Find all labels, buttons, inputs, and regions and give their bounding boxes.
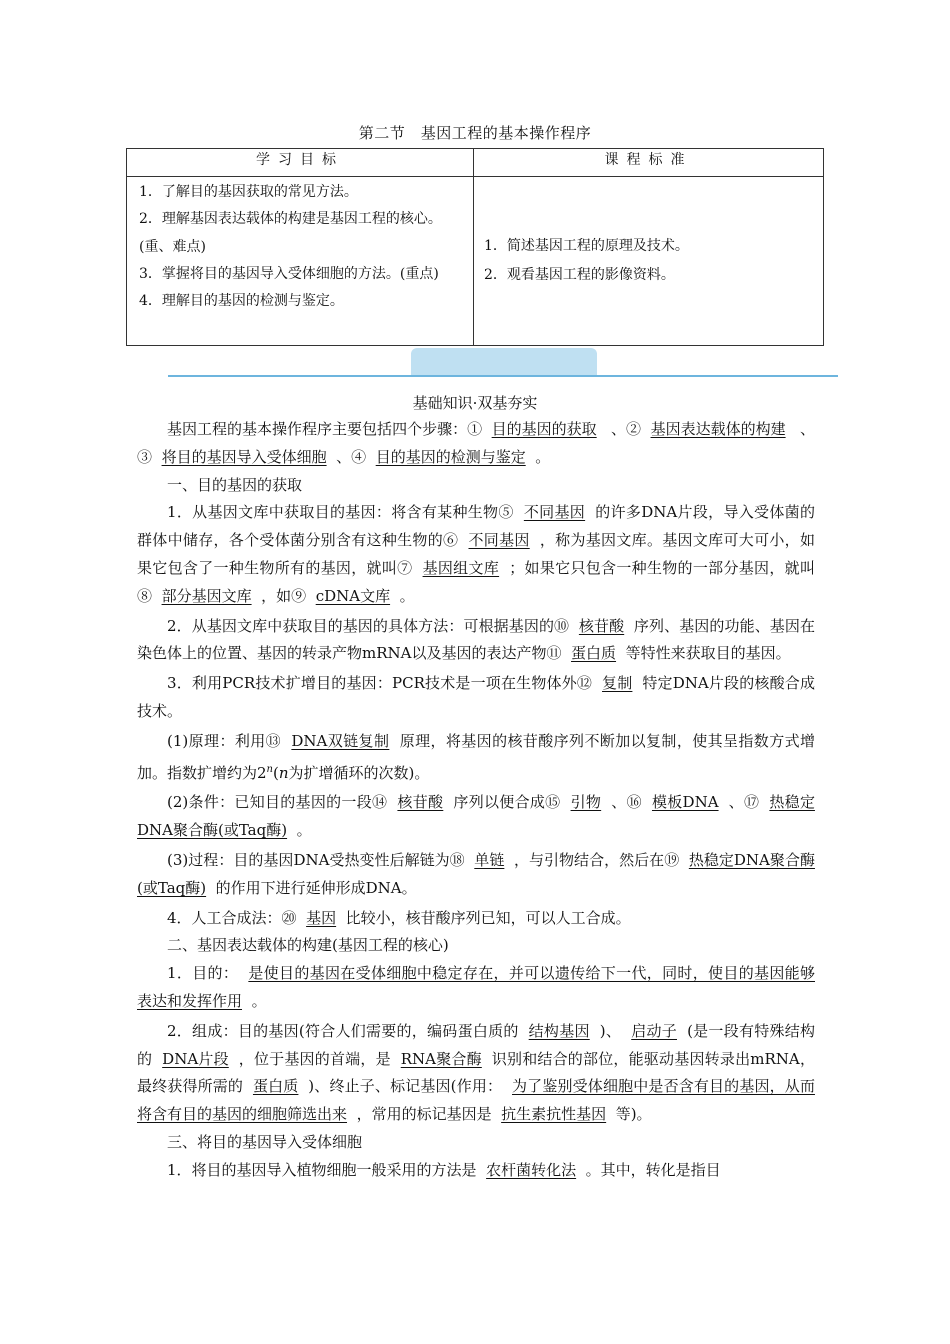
text: 比较小，核苷酸序列已知，可以人工合成。	[345, 908, 631, 927]
blank-answer: 不同基因	[468, 531, 530, 550]
text: 的作用下进行延伸形成DNA。	[215, 878, 417, 897]
paragraph-3b	[137, 789, 815, 845]
text: 1．目的：	[167, 964, 239, 983]
blank-answer: 部分基因文库	[161, 586, 252, 605]
section-banner-tab	[411, 348, 597, 376]
paragraph-3c	[137, 847, 815, 903]
text: 、④	[336, 447, 367, 466]
blank-answer: 基因表达载体的构建	[650, 420, 786, 438]
text: 序列以便合成⑮	[453, 793, 561, 812]
text: )、终止子、标记基因(作用：	[308, 1077, 503, 1096]
section-divider	[168, 375, 838, 377]
goal-item: 2．理解基因表达载体的构建是基因工程的核心。(重、难点)	[139, 211, 442, 255]
heading-2: 二、基因表达载体的构建(基因工程的核心)	[167, 936, 449, 955]
blank-answer: 目的基因的检测与鉴定	[375, 447, 526, 466]
blank-answer: 基因	[306, 908, 337, 927]
text: (1)原理：利用⑬	[167, 731, 282, 750]
text: 等)。	[615, 1105, 652, 1124]
blank-answer: 热稳定DNA聚合酶(或Taq酶)	[137, 793, 815, 840]
paragraph-5	[137, 960, 815, 1016]
text: 等特性来获取目的基因。	[625, 644, 791, 663]
goal-item: 4．理解目的基因的检测与鉴定。	[139, 293, 344, 310]
text: (2)条件：已知目的基因的一段⑭	[167, 793, 388, 812]
blank-answer: 热稳定DNA聚合酶(或Taq酶)	[137, 850, 815, 897]
text: ，与引物结合，然后在⑲	[513, 850, 680, 869]
text: 、③	[137, 420, 815, 466]
blank-answer: 目的基因的获取	[491, 420, 597, 438]
paragraph-6	[137, 1018, 815, 1129]
blank-answer: 模板DNA	[651, 793, 719, 812]
blank-answer: 不同基因	[523, 503, 586, 522]
blank-answer: 抗生素抗性基因	[501, 1105, 607, 1124]
intro-paragraph	[137, 416, 815, 472]
blank-answer: DNA双链复制	[291, 731, 390, 750]
blank-answer: 结构基因	[528, 1021, 590, 1040]
standard-item: 2．观看基因工程的影像资料。	[484, 267, 675, 283]
text: 。	[535, 447, 551, 466]
text: 序列、基因的功能、基因在染色体上的位置、基因的转录产物mRNA以及基因的表达产物⑪	[137, 616, 815, 663]
blank-answer: DNA片段	[162, 1049, 229, 1068]
text: ；如果它只包含一种生物的一部分基因，就叫⑧	[137, 558, 815, 605]
variable: n	[278, 763, 289, 782]
page-title: 第二节 基因工程的基本操作程序	[358, 124, 592, 142]
text: 1．将目的基因导入植物细胞一般采用的方法是	[167, 1160, 477, 1179]
text: 特定DNA片段的核酸合成技术。	[137, 674, 815, 720]
main-content	[137, 416, 815, 1185]
text: 的许多DNA片段，导入受体菌的群体中储存，各个受体菌分别含有这种生物的⑥	[137, 503, 815, 550]
goal-item: 1．了解目的基因获取的常见方法。	[139, 184, 358, 200]
blank-answer: 蛋白质	[571, 644, 617, 663]
text: ，位于基因的首端，是	[238, 1049, 391, 1068]
table-header-goals: 学习目标	[127, 149, 474, 177]
paragraph-1	[137, 499, 815, 610]
text: 3．利用PCR技术扩增目的基因：PCR技术是一项在生物体外⑫	[167, 674, 593, 693]
heading-3: 三、将目的基因导入受体细胞	[167, 1132, 363, 1151]
text: 、⑰	[728, 793, 760, 812]
text: 。其中，转化是指目	[585, 1160, 721, 1179]
text: (	[273, 763, 279, 782]
blank-answer: 是使目的基因在受体细胞中稳定存在，并可以遗传给下一代，同时，使目的基因能够表达和发挥作用	[137, 964, 815, 1010]
paragraph-2	[137, 613, 815, 669]
text: )、	[599, 1021, 622, 1040]
text: 。	[251, 991, 267, 1010]
table-header-standards: 课程标准	[474, 149, 824, 177]
goals-cell	[127, 177, 474, 346]
text: 为扩增循环的次数)。	[288, 763, 430, 782]
standard-item: 1．简述基因工程的原理及技术。	[484, 238, 689, 254]
blank-answer: 核苷酸	[397, 793, 444, 812]
text: 2．从基因文库中获取目的基因的具体方法：可根据基因的⑩	[167, 616, 570, 635]
section-heading: 基础知识·双基夯实	[412, 394, 538, 412]
blank-answer: 引物	[570, 793, 602, 812]
blank-answer: cDNA文库	[315, 586, 391, 605]
goal-item: 3．掌握将目的基因导入受体细胞的方法。(重点)	[139, 265, 439, 282]
text: 。	[399, 586, 415, 605]
text: 4．人工合成法：⑳	[167, 908, 297, 927]
objectives-table	[126, 148, 824, 346]
blank-answer: 蛋白质	[252, 1077, 299, 1096]
text: (3)过程：目的基因DNA受热变性后解链为⑱	[167, 850, 465, 869]
text: 1．从基因文库中获取目的基因：将含有某种生物⑤	[167, 503, 514, 522]
blank-answer: 为了鉴别受体细胞中是否含有目的基因，从而将含有目的基因的细胞筛选出来	[137, 1077, 815, 1124]
blank-answer: RNA聚合酶	[400, 1049, 482, 1068]
text: 基因工程的基本操作程序主要包括四个步骤：①	[167, 420, 483, 438]
blank-answer: 启动子	[631, 1021, 677, 1040]
text: ，常用的标记基因是	[356, 1105, 492, 1124]
paragraph-3a	[137, 728, 815, 788]
blank-answer: 核苷酸	[578, 616, 625, 635]
text: 。	[296, 821, 312, 840]
paragraph-3	[137, 670, 815, 726]
blank-answer: 基因组文库	[422, 558, 500, 577]
blank-answer: 将目的基因导入受体细胞	[161, 447, 327, 466]
text: 2．组成：目的基因(符合人们需要的，编码蛋白质的	[167, 1021, 519, 1040]
text: 、⑯	[611, 793, 642, 812]
heading-1: 一、目的基因的获取	[167, 475, 303, 494]
text: 识别和结合的部位，能驱动基因转录出mRNA，最终获得所需的	[137, 1049, 815, 1096]
blank-answer: 单链	[474, 850, 505, 869]
text: ，如⑨	[261, 586, 307, 605]
paragraph-7	[137, 1157, 815, 1185]
text: 原理，将基因的核苷酸序列不断加以复制，使其呈指数方式增加。指数扩增约为2	[137, 731, 816, 782]
text: (是一段有特殊结构的	[137, 1021, 815, 1068]
exponent: n	[266, 763, 273, 775]
text: 、②	[611, 420, 642, 438]
blank-answer: 农杆菌转化法	[486, 1160, 577, 1179]
text: ，称为基因文库。基因文库可大可小，如果它包含了一种生物所有的基因，就叫⑦	[137, 531, 815, 577]
blank-answer: 复制	[602, 674, 633, 693]
paragraph-4	[137, 905, 815, 933]
standards-cell	[474, 177, 824, 346]
